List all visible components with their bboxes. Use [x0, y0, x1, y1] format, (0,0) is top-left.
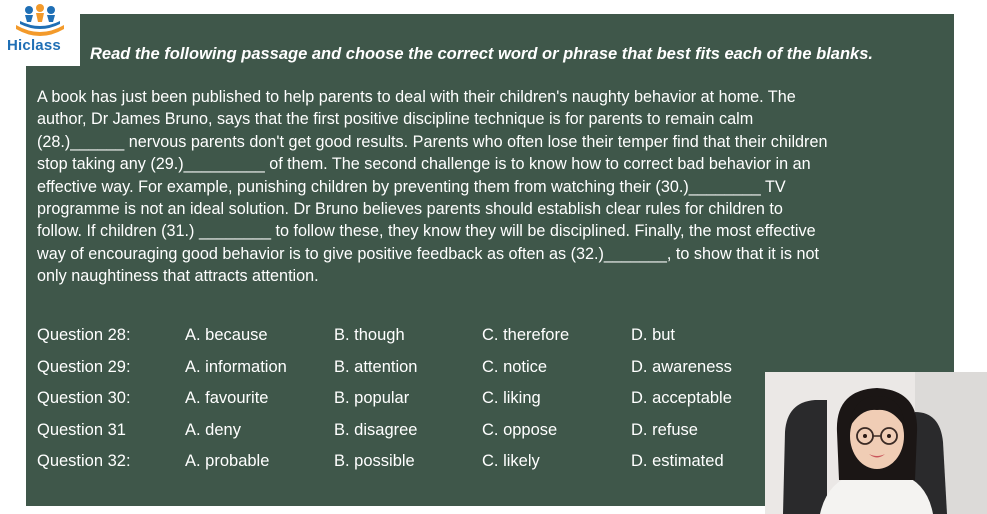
- logo-text: Hiclass: [7, 37, 61, 54]
- question-label: Question 29:: [37, 358, 131, 376]
- passage-line: only naughtiness that attracts attention.: [37, 267, 319, 286]
- question-label: Question 31: [37, 421, 126, 439]
- option-c: C. therefore: [482, 326, 570, 344]
- question-row-29: [37, 358, 757, 382]
- question-label: Question 28:: [37, 326, 131, 344]
- passage-line: way of encouraging good behavior is to give positive feedback as often as (32.)_______, to show that it is not: [37, 244, 819, 263]
- option-b: B. popular: [334, 389, 410, 407]
- option-b: B. though: [334, 326, 405, 344]
- option-c: C. notice: [482, 358, 548, 376]
- option-b: B. disagree: [334, 421, 418, 439]
- option-a: A. favourite: [185, 389, 269, 407]
- option-a: A. because: [185, 326, 268, 344]
- passage-line: A book has just been published to help parents to deal with their children's naughty behavior at home. The: [37, 88, 796, 106]
- passage-line: stop taking any (29.)_________ of them. The second challenge is to know how to correct bad behavior in an: [37, 155, 811, 174]
- option-a: A. information: [185, 358, 287, 376]
- question-row-28: [37, 326, 757, 350]
- presenter-webcam-icon: [765, 372, 987, 514]
- passage-line: effective way. For example, punishing children by preventing them from watching their (30.)________ TV: [37, 177, 786, 196]
- option-b: B. attention: [334, 358, 418, 376]
- option-a: A. probable: [185, 452, 270, 470]
- option-d: D. refuse: [631, 421, 698, 439]
- reading-passage: [37, 86, 937, 288]
- option-d: D. estimated: [631, 452, 724, 470]
- hiclass-logo: [0, 0, 80, 66]
- question-row-32: [37, 452, 757, 476]
- hiclass-logo-icon: [12, 3, 68, 37]
- option-d: D. acceptable: [631, 389, 732, 407]
- option-c: C. liking: [482, 389, 541, 407]
- option-d: D. awareness: [631, 358, 732, 376]
- option-c: C. likely: [482, 452, 540, 470]
- passage-line: follow. If children (31.) ________ to follow these, they know they will be disciplined. Finally, the most effective: [37, 222, 816, 241]
- question-row-31: [37, 421, 757, 445]
- passage-line: (28.)______ nervous parents don't get good results. Parents who often lose their temper find that their children: [37, 132, 828, 151]
- presenter-webcam: [765, 372, 987, 514]
- option-d: D. but: [631, 326, 676, 344]
- passage-line: programme is not an ideal solution. Dr Bruno believes parents should establish clear rules for children to: [37, 200, 783, 219]
- question-row-30: [37, 389, 757, 413]
- question-label: Question 30:: [37, 389, 131, 407]
- option-a: A. deny: [185, 421, 241, 439]
- instruction-text: Read the following passage and choose the correct word or phrase that best fits each of the blanks.: [90, 45, 873, 63]
- passage-line: author, Dr James Bruno, says that the first positive discipline technique is for parents to remain calm: [37, 110, 754, 129]
- question-label: Question 32:: [37, 452, 131, 470]
- option-c: C. oppose: [482, 421, 558, 439]
- option-b: B. possible: [334, 452, 415, 470]
